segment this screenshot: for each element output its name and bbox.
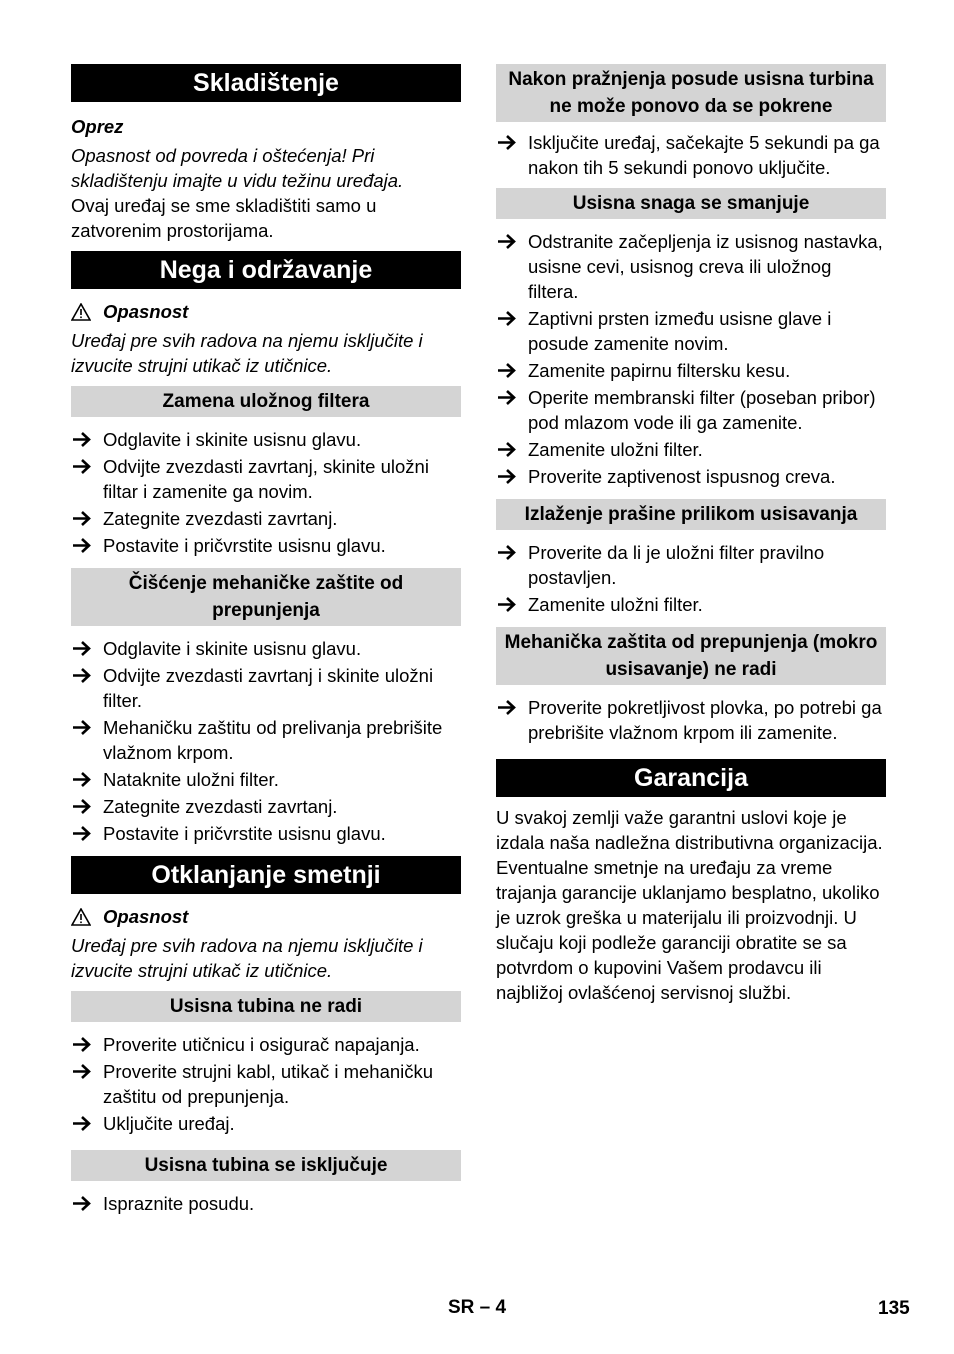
list-item [71, 1191, 461, 1216]
list-item-text: Odvijte zvezdasti zavrtanj i skinite uložni filter. [103, 665, 434, 711]
list-item-text: Proverite strujni kabl, utikač i mehaničku zaštitu od prepunjenja. [103, 1061, 434, 1107]
arrow-right-icon [71, 454, 93, 479]
arrow-right-icon [496, 464, 518, 489]
shutoff-heading: Usisna tubina se isključuje [71, 1150, 461, 1181]
arrow-right-icon [71, 1111, 93, 1136]
dust-steps [496, 540, 886, 617]
list-item [71, 454, 461, 504]
list-item [496, 592, 886, 617]
warning-triangle-icon [71, 908, 91, 926]
danger-text: Uređaj pre svih radova na njemu isključite i izvucite strujni utikač iz utičnice. [71, 935, 423, 981]
list-item-text: Odglavite i skinite usisnu glavu. [103, 638, 362, 659]
arrow-right-icon [496, 540, 518, 565]
float-steps [496, 695, 886, 745]
turbine-heading: Usisna tubina ne radi [71, 991, 461, 1022]
list-item-text: Nataknite uložni filter. [103, 769, 279, 790]
warranty-text: U svakoj zemlji važe garantni uslovi koje je izdala naša nadležna distributivna organizacija. Eventualne smetnje na uređaju za vreme trajanja garancije uklanjamo besplatno, ukoliko je uzrok greška u materijalu ili proizvodnji. U slučaju koji podleže garanciji obratite se sa potvrdom o kupovini Vašem prodavcu ili najbližoj ovlašćenoj servisnoj službi. [496, 807, 883, 1003]
danger-text: Uređaj pre svih radova na njemu isključite i izvucite strujni utikač iz utičnice. [71, 330, 423, 376]
restart-steps [496, 130, 886, 180]
arrow-right-icon [71, 767, 93, 792]
warranty-heading: Garancija [496, 759, 886, 797]
arrow-right-icon [496, 695, 518, 720]
arrow-right-icon [71, 663, 93, 688]
arrow-right-icon [71, 794, 93, 819]
list-item [71, 1032, 461, 1057]
troubleshooting-danger [71, 904, 461, 929]
list-item-text: Zategnite zvezdasti zavrtanj. [103, 508, 338, 529]
arrow-right-icon [496, 592, 518, 617]
list-item-text: Isključite uređaj, sačekajte 5 sekundi pa ga nakon tih 5 sekundi ponovo uključite. [528, 132, 880, 178]
arrow-right-icon [496, 358, 518, 383]
list-item [71, 1059, 461, 1109]
warning-triangle-icon [71, 303, 91, 321]
list-item-text: Postavite i pričvrstite usisnu glavu. [103, 535, 386, 556]
list-item [71, 506, 461, 531]
danger-label: Opasnost [103, 301, 189, 322]
list-item [496, 130, 886, 180]
list-item-text: Zamenite uložni filter. [528, 439, 703, 460]
list-item [71, 821, 461, 846]
list-item [71, 636, 461, 661]
list-item [496, 358, 886, 383]
list-item [496, 695, 886, 745]
overflow-steps [71, 636, 461, 846]
list-item [71, 794, 461, 819]
arrow-right-icon [71, 506, 93, 531]
arrow-right-icon [71, 1032, 93, 1057]
list-item-text: Odglavite i skinite usisnu glavu. [103, 429, 362, 450]
list-item [496, 437, 886, 462]
list-item-text: Zaptivni prsten između usisne glave i posude zamenite novim. [528, 308, 832, 354]
caution-label: Oprez [71, 116, 124, 137]
restart-heading: Nakon pražnjenja posude usisna turbina ne može ponovo da se pokrene [496, 64, 886, 122]
arrow-right-icon [71, 1059, 93, 1084]
list-item [496, 229, 886, 304]
overflow-heading: Čišćenje mehaničke zaštite od prepunjenja [71, 568, 461, 626]
list-item [71, 427, 461, 452]
list-item [496, 464, 886, 489]
arrow-right-icon [71, 821, 93, 846]
storage-text: Ovaj uređaj se sme skladištiti samo u zatvorenim prostorijama. [71, 195, 377, 241]
storage-heading: Skladištenje [71, 64, 461, 102]
left-column [71, 64, 461, 1218]
list-item-text: Zamenite papirnu filtersku kesu. [528, 360, 791, 381]
shutoff-steps [71, 1191, 461, 1216]
list-item-text: Postavite i pričvrstite usisnu glavu. [103, 823, 386, 844]
page-number: 135 [878, 1298, 910, 1319]
right-column [496, 64, 886, 1005]
float-heading: Mehanička zaštita od prepunjenja (mokro usisavanje) ne radi [496, 627, 886, 685]
list-item [71, 1111, 461, 1136]
filter-heading: Zamena uložnog filtera [71, 386, 461, 417]
filter-steps [71, 427, 461, 558]
list-item [71, 767, 461, 792]
arrow-right-icon [496, 306, 518, 331]
list-item [496, 385, 886, 435]
caution-text: Opasnost od povreda i oštećenja! Pri skladištenju imajte u vidu težinu uređaja. [71, 145, 404, 191]
arrow-right-icon [496, 130, 518, 155]
arrow-right-icon [496, 437, 518, 462]
power-heading: Usisna snaga se smanjuje [496, 188, 886, 219]
arrow-right-icon [496, 385, 518, 410]
care-danger [71, 299, 461, 324]
arrow-right-icon [71, 636, 93, 661]
dust-heading: Izlaženje prašine prilikom usisavanja [496, 499, 886, 530]
list-item [71, 663, 461, 713]
list-item-text: Mehaničku zaštitu od prelivanja prebrišite vlažnom krpom. [103, 717, 443, 763]
arrow-right-icon [71, 427, 93, 452]
list-item [71, 533, 461, 558]
list-item-text: Uključite uređaj. [103, 1113, 235, 1134]
list-item [496, 306, 886, 356]
list-item-text: Zategnite zvezdasti zavrtanj. [103, 796, 338, 817]
danger-label: Opasnost [103, 906, 189, 927]
list-item-text: Proverite utičnicu i osigurač napajanja. [103, 1034, 420, 1055]
arrow-right-icon [496, 229, 518, 254]
power-steps [496, 229, 886, 489]
arrow-right-icon [71, 715, 93, 740]
list-item [496, 540, 886, 590]
arrow-right-icon [71, 533, 93, 558]
turbine-steps [71, 1032, 461, 1136]
list-item [71, 715, 461, 765]
list-item-text: Odvijte zvezdasti zavrtanj, skinite uložni filtar i zamenite ga novim. [103, 456, 429, 502]
troubleshooting-heading: Otklanjanje smetnji [71, 856, 461, 894]
list-item-text: Proverite da li je uložni filter pravilno postavljen. [528, 542, 825, 588]
list-item-text: Operite membranski filter (poseban pribor) pod mlazom vode ili ga zamenite. [528, 387, 876, 433]
list-item-text: Proverite zaptivenost ispusnog creva. [528, 466, 836, 487]
care-heading: Nega i održavanje [71, 251, 461, 289]
footer-language-code: SR – 4 [448, 1297, 507, 1318]
list-item-text: Proverite pokretljivost plovka, po potrebi ga prebrišite vlažnom krpom ili zamenite. [528, 697, 882, 743]
list-item-text: Ispraznite posudu. [103, 1193, 255, 1214]
list-item-text: Odstranite začepljenja iz usisnog nastavka, usisne cevi, usisnog creva ili uložnog filtera. [528, 231, 883, 302]
arrow-right-icon [71, 1191, 93, 1216]
list-item-text: Zamenite uložni filter. [528, 594, 703, 615]
